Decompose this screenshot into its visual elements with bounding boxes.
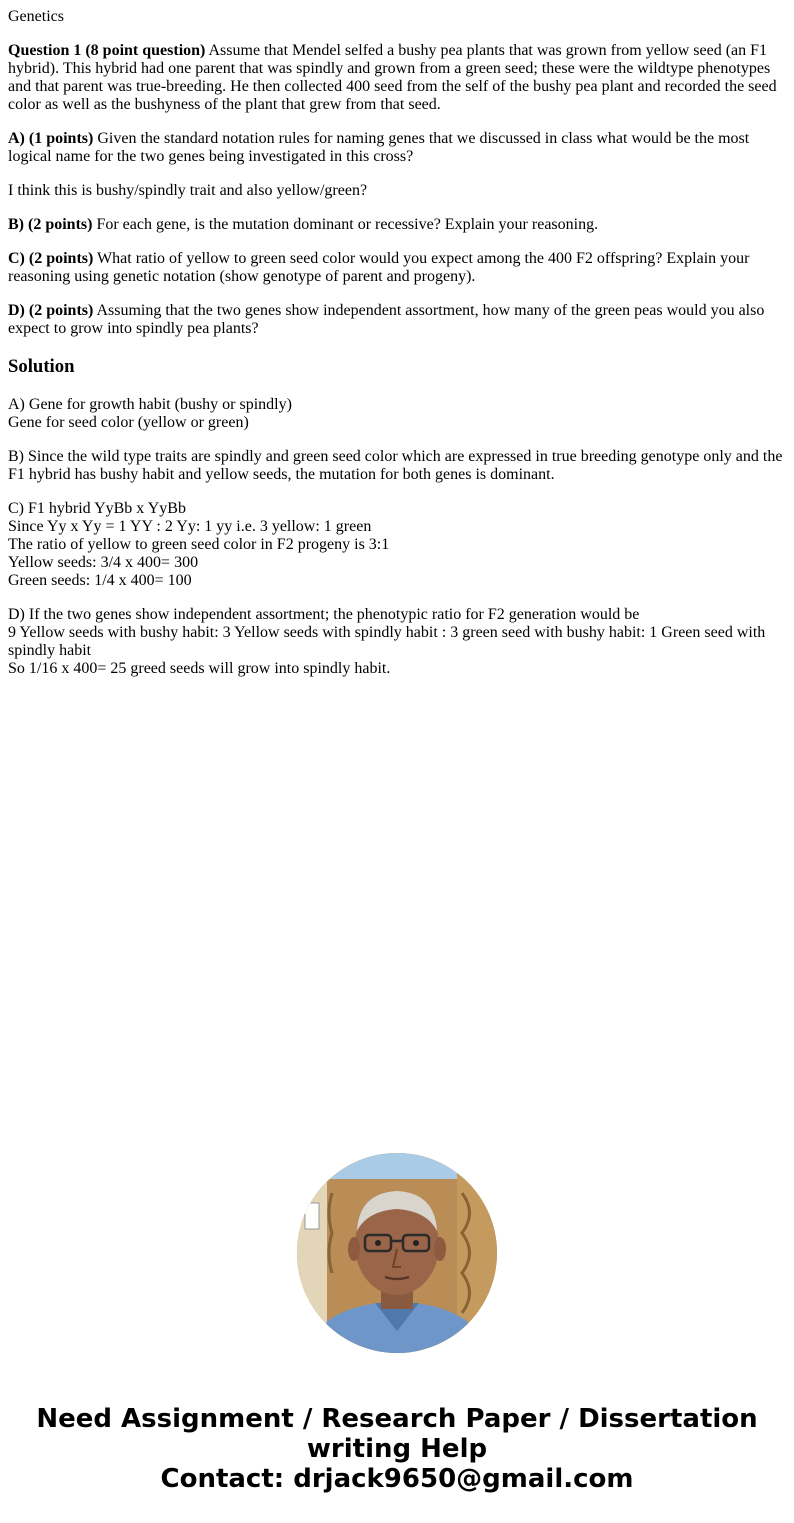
question-label: Question 1 (8 point question) <box>8 42 206 59</box>
part-b-text: For each gene, is the mutation dominant or recessive? Explain your reasoning. <box>92 216 599 233</box>
solution-c-line: Green seeds: 1/4 x 400= 100 <box>8 572 192 589</box>
footer-line: Need Assignment / Research Paper / Dissertation <box>36 1404 758 1434</box>
solution-a-line: A) Gene for growth habit (bushy or spindly) <box>8 396 292 413</box>
footer-line: writing Help <box>306 1434 488 1464</box>
footer-contact: Contact: drjack9650@gmail.com <box>160 1464 634 1494</box>
part-d-label: D) (2 points) <box>8 302 94 319</box>
part-a-label: A) (1 points) <box>8 130 94 147</box>
part-d-text: Assuming that the two genes show independent assortment, how many of the green peas would you also expect to grow into spindly pea plants? <box>8 302 765 337</box>
student-note: I think this is bushy/spindly trait and also yellow/green? <box>8 182 368 199</box>
solution-c <box>8 500 786 590</box>
part-b <box>8 216 786 234</box>
part-a <box>8 130 786 166</box>
document-body <box>8 8 786 694</box>
solution-c-line: Since Yy x Yy = 1 YY : 2 Yy: 1 yy i.e. 3 yellow: 1 green <box>8 518 372 535</box>
solution-a <box>8 396 786 432</box>
part-c-text: What ratio of yellow to green seed color would you expect among the 400 F2 offspring? Explain your reasoning using genetic notation (show genotype of parent and progeny). <box>8 250 750 285</box>
solution-c-line: The ratio of yellow to green seed color in F2 progeny is 3:1 <box>8 536 390 553</box>
author-portrait-image <box>297 1153 497 1353</box>
part-b-label: B) (2 points) <box>8 216 93 233</box>
solution-d-line: 9 Yellow seeds with bushy habit: 3 Yellow seeds with spindly habit : 3 green seed with bushy habit: 1 Green seed with spindly habit <box>8 624 766 659</box>
solution-a-line: Gene for seed color (yellow or green) <box>8 414 249 431</box>
question-text: Assume that Mendel selfed a bushy pea plants that was grown from yellow seed (an F1 hybrid). This hybrid had one parent that was spindly and grown from a green seed; these were the wildtype phenotypes and that parent was true-breeding. He then collected 400 seed from the self of the bushy pea plant and recorded the seed color as well as the bushyness of the plant that grew from that seed. <box>8 42 777 113</box>
part-a-text: Given the standard notation rules for naming genes that we discussed in class what would be the most logical name for the two genes being investigated in this cross? <box>8 130 750 165</box>
solution-b <box>8 448 786 484</box>
author-avatar <box>297 1153 497 1353</box>
part-d <box>8 302 786 338</box>
solution-d <box>8 606 786 678</box>
solution-d-line: So 1/16 x 400= 25 greed seeds will grow into spindly habit. <box>8 660 391 677</box>
solution-c-line: C) F1 hybrid YyBb x YyBb <box>8 500 186 517</box>
solution-c-line: Yellow seeds: 3/4 x 400= 300 <box>8 554 199 571</box>
subject-title: Genetics <box>8 8 64 25</box>
solution-b-line: B) Since the wild type traits are spindly and green seed color which are expressed in true breeding genotype only and the F1 hybrid has bushy habit and yellow seeds, the mutation for both genes is dominant. <box>8 448 783 483</box>
promo-footer <box>0 1404 794 1494</box>
part-c <box>8 250 786 286</box>
solution-d-line: D) If the two genes show independent assortment; the phenotypic ratio for F2 generation would be <box>8 606 640 623</box>
part-c-label: C) (2 points) <box>8 250 94 267</box>
question-paragraph <box>8 42 786 114</box>
solution-heading: Solution <box>8 356 75 377</box>
